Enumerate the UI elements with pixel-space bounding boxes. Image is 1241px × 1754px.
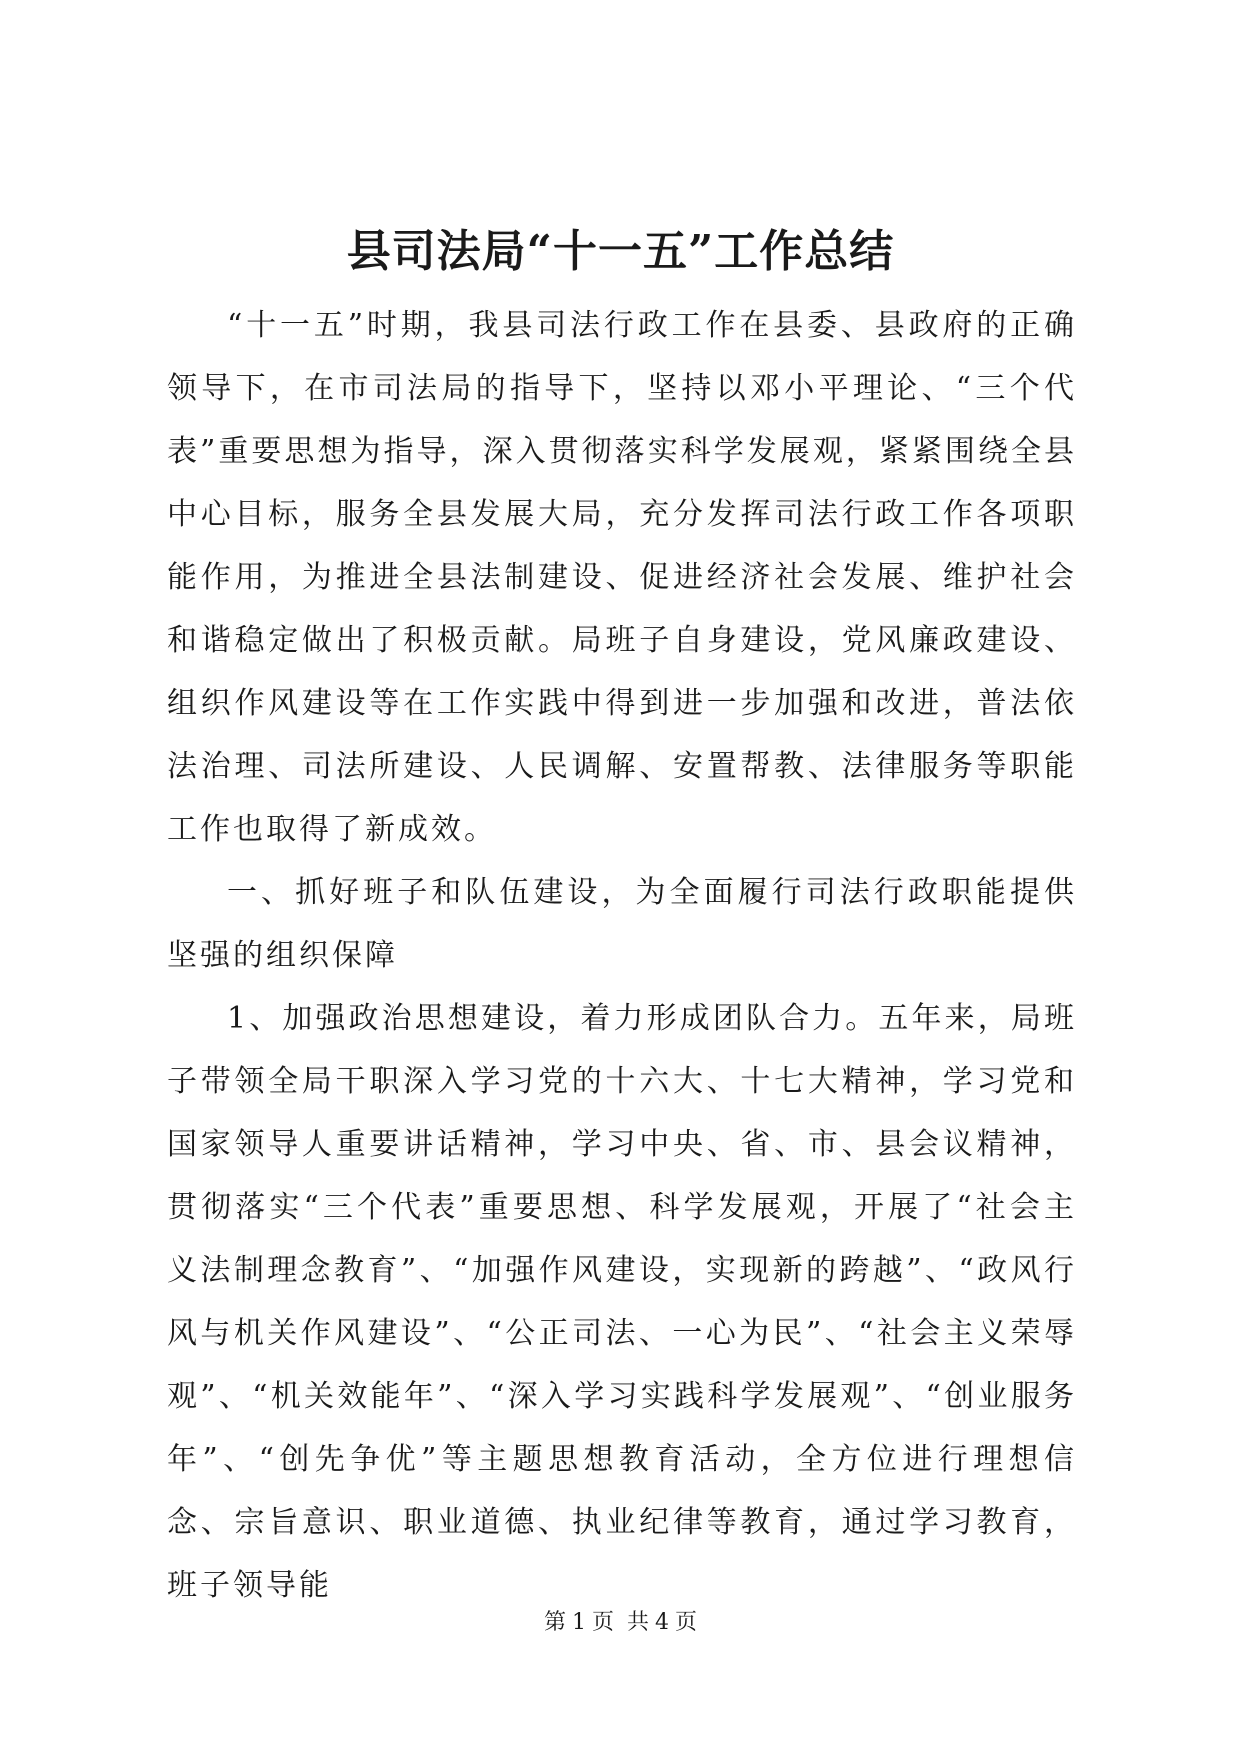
page-footer (0, 1608, 1241, 1638)
page-total-suffix: 页 (675, 1610, 698, 1635)
page-number-prefix: 第 (543, 1610, 566, 1635)
paragraph-intro: “十一五”时期，我县司法行政工作在县委、县政府的正确领导下，在市司法局的指导下，坚持以邓小平理论、“三个代表”重要思想为指导，深入贯彻落实科学发展观，紧紧围绕全县中心目标，服务全县发展大局，充分发挥司法行政工作各项职能作用，为推进全县法制建设、促进经济社会发展、维护社会和谐稳定做出了积极贡献。局班子自身建设，党风廉政建设、组织作风建设等在工作实践中得到进一步加强和改进，普法依法治理、司法所建设、人民调解、安置帮教、法律服务等职能工作也取得了新成效。 (167, 308, 1077, 847)
page-number-suffix: 页 (591, 1610, 614, 1635)
page-total-count: 4 (655, 1610, 670, 1635)
paragraph-section-heading: 一、抓好班子和队伍建设，为全面履行司法行政职能提供坚强的组织保障 (167, 875, 1077, 973)
document-body (167, 294, 1077, 1617)
page-number-current: 1 (571, 1610, 586, 1635)
document-title: 县司法局“十一五”工作总结 (346, 226, 895, 277)
paragraph-item-1: 1、加强政治思想建设，着力形成团队合力。五年来，局班子带领全局干职深入学习党的十六大、十七大精神，学习党和国家领导人重要讲话精神，学习中央、省、市、县会议精神，贯彻落实“三个代表”重要思想、科学发展观，开展了“社会主义法制理念教育”、“加强作风建设，实现新的跨越”、“政风行风与机关作风建设”、“公正司法、一心为民”、“社会主义荣辱观”、“机关效能年”、“深入学习实践科学发展观”、“创业服务年”、“创先争优”等主题思想教育活动，全方位进行理想信念、宗旨意识、职业道德、执业纪律等教育，通过学习教育，班子领导能 (167, 1001, 1077, 1603)
page-total-prefix: 共 (627, 1610, 650, 1635)
